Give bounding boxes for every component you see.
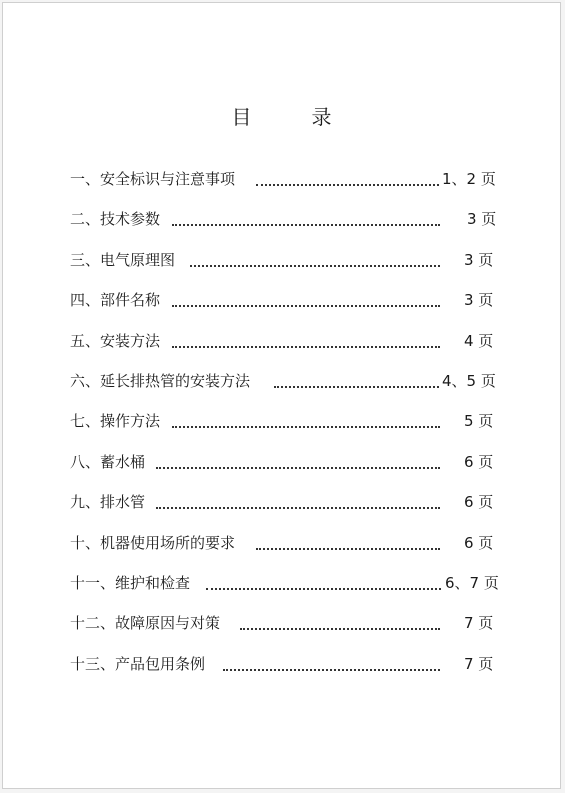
toc-entry-label: 十二、故障原因与对策	[70, 614, 221, 633]
toc-entry	[70, 491, 510, 531]
toc-entry-page: 7 页	[464, 654, 494, 673]
toc-entry-page: 3 页	[464, 291, 494, 310]
toc-entry-label: 七、操作方法	[70, 412, 161, 431]
toc-entry	[70, 612, 510, 652]
toc-entry-page: 1、2 页	[442, 170, 496, 188]
toc-entry	[70, 249, 510, 289]
toc-entry-label: 九、排水管	[70, 493, 146, 512]
toc-entry-label: 三、电气原理图	[70, 250, 176, 269]
toc-entry-page: 6 页	[464, 533, 494, 552]
toc-leader-dots	[256, 546, 440, 550]
toc-leader-dots	[156, 505, 440, 509]
toc-entry	[70, 330, 510, 370]
toc-entry	[70, 572, 510, 612]
toc-title	[3, 101, 560, 130]
toc-entry-label: 二、技术参数	[70, 210, 161, 229]
toc-entry-page: 5 页	[464, 412, 494, 431]
toc-entry-page: 4 页	[464, 331, 494, 350]
toc-entry-page: 4、5 页	[442, 371, 496, 390]
toc-entry-page: 6 页	[464, 452, 494, 471]
toc-entry-label: 十一、维护和检查	[70, 573, 191, 592]
toc-entry	[70, 370, 510, 410]
toc-entry-page: 3 页	[464, 250, 494, 269]
title-char-1: 目	[231, 105, 252, 129]
toc-leader-dots	[172, 424, 440, 428]
toc-entry-label: 六、延长排热管的安装方法	[70, 371, 251, 390]
toc-leader-dots	[156, 465, 440, 469]
title-char-2: 录	[311, 105, 332, 129]
toc-entry	[70, 653, 510, 693]
toc-entry-label: 十、机器使用场所的要求	[70, 533, 236, 552]
toc-entry-label: 四、部件名称	[70, 291, 161, 310]
toc-leader-dots	[240, 626, 440, 630]
toc-entry	[70, 289, 510, 329]
toc-leader-dots	[206, 586, 441, 590]
toc-entry	[70, 208, 510, 248]
toc-entry-page: 6 页	[464, 493, 494, 512]
toc-entry	[70, 410, 510, 450]
document-page	[2, 2, 561, 789]
toc-entry	[70, 532, 510, 572]
toc-entry	[70, 451, 510, 491]
toc-leader-dots	[223, 667, 440, 671]
toc-leader-dots	[172, 303, 440, 307]
toc-entry-label: 一、安全标识与注意事项	[70, 170, 236, 188]
table-of-contents	[70, 168, 510, 693]
toc-entry-page: 3 页	[467, 210, 497, 229]
toc-entry-label: 十三、产品包用条例	[70, 654, 206, 673]
toc-entry-label: 五、安装方法	[70, 331, 161, 350]
toc-leader-dots	[190, 263, 440, 267]
toc-leader-dots	[172, 344, 440, 348]
toc-leader-dots	[172, 222, 440, 226]
toc-entry-label: 八、蓄水桶	[70, 452, 146, 471]
toc-entry-page: 7 页	[464, 614, 494, 633]
toc-entry-page: 6、7 页	[445, 573, 499, 592]
toc-leader-dots	[256, 182, 439, 186]
toc-entry	[70, 168, 510, 208]
toc-leader-dots	[274, 384, 439, 388]
